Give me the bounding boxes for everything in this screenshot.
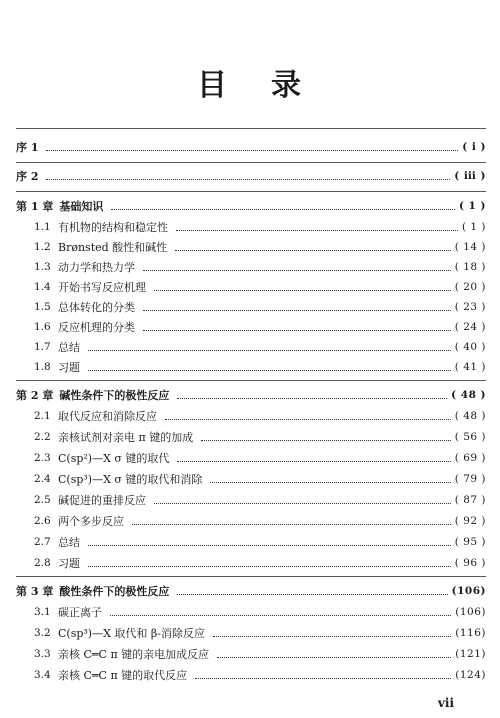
toc-entry-2-3[interactable] bbox=[34, 449, 486, 467]
leader-dots bbox=[143, 300, 451, 311]
entry-label: 亲核 C═C π 键的取代反应 bbox=[58, 669, 188, 682]
leader-dots bbox=[195, 668, 451, 679]
section-number: 2.6 bbox=[34, 515, 51, 527]
toc-entry-1-4[interactable] bbox=[34, 278, 486, 296]
entry-page: ( 23 ) bbox=[454, 301, 486, 313]
section-number: 1.5 bbox=[34, 301, 51, 313]
entry-page: (106) bbox=[451, 585, 486, 597]
entry-label: 反应机理的分类 bbox=[58, 321, 135, 334]
toc-entry-1-8[interactable] bbox=[34, 358, 486, 376]
leader-dots bbox=[143, 260, 451, 271]
section-number: 2.1 bbox=[34, 410, 51, 422]
section-number: 3.4 bbox=[34, 669, 51, 681]
toc-entry-3-2[interactable] bbox=[34, 624, 486, 642]
entry-label: 碱性条件下的极性反应 bbox=[59, 389, 170, 402]
entry-label: C(sp³)—X 取代和 β-消除反应 bbox=[58, 627, 205, 640]
toc-entry-1-3[interactable] bbox=[34, 258, 486, 276]
entry-label: 总结 bbox=[58, 341, 80, 354]
section-number: 1.2 bbox=[34, 241, 51, 253]
leader-dots bbox=[177, 451, 450, 462]
section-number: 1.3 bbox=[34, 261, 51, 273]
entry-page: ( ⅲ ) bbox=[454, 170, 486, 182]
entry-label: 开始书写反应机理 bbox=[58, 281, 146, 294]
page-number: vii bbox=[437, 696, 454, 710]
entry-page: ( 18 ) bbox=[454, 261, 486, 273]
leader-dots bbox=[88, 535, 451, 546]
entry-label: 取代反应和消除反应 bbox=[58, 410, 157, 423]
entry-page: (121) bbox=[455, 648, 486, 660]
toc-entry-2-2[interactable] bbox=[34, 428, 486, 446]
section-number: 1.8 bbox=[34, 361, 51, 373]
toc-entry-3-4[interactable] bbox=[34, 666, 486, 684]
entry-label: Brønsted 酸性和碱性 bbox=[58, 241, 168, 254]
entry-page: ( 1 ) bbox=[461, 221, 486, 233]
toc-entry-3-1[interactable] bbox=[34, 603, 486, 621]
leader-dots bbox=[176, 220, 458, 231]
entry-page: ( 95 ) bbox=[454, 536, 486, 548]
leader-dots bbox=[213, 626, 451, 637]
entry-page: ( 69 ) bbox=[454, 452, 486, 464]
entry-label: 序 2 bbox=[16, 170, 39, 183]
entry-page: ( 79 ) bbox=[454, 473, 486, 485]
leader-dots bbox=[177, 388, 447, 399]
entry-label: 碳正离子 bbox=[58, 606, 102, 619]
title-char-2: 录 bbox=[271, 68, 303, 103]
entry-label: 亲核试剂对亲电 π 键的加成 bbox=[58, 431, 194, 444]
leader-dots bbox=[132, 514, 451, 525]
section-number: 2.2 bbox=[34, 431, 51, 443]
toc-entry-chapter-2[interactable] bbox=[16, 386, 486, 404]
entry-page: ( 20 ) bbox=[454, 281, 486, 293]
leader-dots bbox=[88, 340, 451, 351]
leader-dots bbox=[46, 169, 450, 180]
entry-page: (124) bbox=[455, 669, 486, 681]
entry-label: 习题 bbox=[58, 557, 80, 570]
section-number: 1.7 bbox=[34, 341, 51, 353]
toc-entry-chapter-1[interactable] bbox=[16, 197, 486, 215]
toc-entry-1-6[interactable] bbox=[34, 318, 486, 336]
leader-dots bbox=[217, 647, 451, 658]
entry-label: 酸性条件下的极性反应 bbox=[59, 585, 170, 598]
entry-label: 总结 bbox=[58, 536, 80, 549]
entry-page: ( ⅰ ) bbox=[462, 141, 486, 153]
leader-dots bbox=[201, 430, 451, 441]
section-number: 2.3 bbox=[34, 452, 51, 464]
entry-label: 基础知识 bbox=[59, 200, 104, 213]
leader-dots bbox=[210, 472, 450, 483]
toc-entry-1-5[interactable] bbox=[34, 298, 486, 316]
divider bbox=[16, 191, 486, 192]
section-number: 3.2 bbox=[34, 627, 51, 639]
leader-dots bbox=[110, 605, 451, 616]
entry-page: ( 96 ) bbox=[454, 557, 486, 569]
title-char-1: 目 bbox=[197, 68, 229, 103]
entry-page: ( 1 ) bbox=[458, 200, 486, 212]
entry-page: (116) bbox=[455, 627, 486, 639]
divider bbox=[16, 128, 486, 129]
leader-dots bbox=[165, 409, 451, 420]
entry-label: C(sp²)—X σ 键的取代 bbox=[58, 452, 170, 465]
toc-entry-preface-1[interactable] bbox=[16, 138, 486, 156]
divider bbox=[16, 380, 486, 381]
entry-page: ( 48 ) bbox=[451, 389, 486, 401]
section-number: 2.4 bbox=[34, 473, 51, 485]
section-number: 1.6 bbox=[34, 321, 51, 333]
leader-dots bbox=[175, 240, 451, 251]
leader-dots bbox=[88, 556, 451, 567]
divider bbox=[16, 576, 486, 577]
leader-dots bbox=[88, 360, 451, 371]
chapter-number: 第 3 章 bbox=[16, 585, 54, 598]
leader-dots bbox=[154, 493, 451, 504]
entry-page: ( 56 ) bbox=[454, 431, 486, 443]
entry-page: ( 40 ) bbox=[454, 341, 486, 353]
leader-dots bbox=[154, 280, 451, 291]
section-number: 2.8 bbox=[34, 557, 51, 569]
entry-page: ( 41 ) bbox=[454, 361, 486, 373]
entry-page: ( 92 ) bbox=[454, 515, 486, 527]
entry-label: 习题 bbox=[58, 361, 80, 374]
toc-entry-2-1[interactable] bbox=[34, 407, 486, 425]
leader-dots bbox=[111, 199, 455, 210]
toc-entry-2-7[interactable] bbox=[34, 533, 486, 551]
toc-entry-2-5[interactable] bbox=[34, 491, 486, 509]
entry-page: ( 48 ) bbox=[454, 410, 486, 422]
section-number: 3.1 bbox=[34, 606, 51, 618]
divider bbox=[16, 162, 486, 163]
entry-page: (106) bbox=[455, 606, 486, 618]
leader-dots bbox=[177, 584, 447, 595]
toc-entry-preface-2[interactable] bbox=[16, 167, 486, 185]
entry-page: ( 87 ) bbox=[454, 494, 486, 506]
entry-label: 动力学和热力学 bbox=[58, 261, 135, 274]
section-number: 3.3 bbox=[34, 648, 51, 660]
section-number: 1.4 bbox=[34, 281, 51, 293]
entry-label: 两个多步反应 bbox=[58, 515, 124, 528]
entry-label: 有机物的结构和稳定性 bbox=[58, 221, 168, 234]
toc-entry-2-6[interactable] bbox=[34, 512, 486, 530]
entry-label: 总体转化的分类 bbox=[58, 301, 135, 314]
entry-label: 序 1 bbox=[16, 141, 39, 154]
entry-label: 亲核 C═C π 键的亲电加成反应 bbox=[58, 648, 210, 661]
entry-label: C(sp³)—X σ 键的取代和消除 bbox=[58, 473, 203, 486]
section-number: 2.5 bbox=[34, 494, 51, 506]
entry-page: ( 14 ) bbox=[454, 241, 486, 253]
toc-entry-1-2[interactable] bbox=[34, 238, 486, 256]
entry-label: 碱促进的重排反应 bbox=[58, 494, 146, 507]
leader-dots bbox=[143, 320, 451, 331]
toc-entry-2-4[interactable] bbox=[34, 470, 486, 488]
entry-page: ( 24 ) bbox=[454, 321, 486, 333]
toc-entry-1-7[interactable] bbox=[34, 338, 486, 356]
leader-dots bbox=[46, 140, 458, 151]
section-number: 1.1 bbox=[34, 221, 51, 233]
chapter-number: 第 2 章 bbox=[16, 389, 54, 402]
page-title bbox=[0, 60, 500, 104]
section-number: 2.7 bbox=[34, 536, 51, 548]
toc-entry-2-8[interactable] bbox=[34, 554, 486, 572]
toc-entry-1-1[interactable] bbox=[34, 218, 486, 236]
toc-entry-3-3[interactable] bbox=[34, 645, 486, 663]
chapter-number: 第 1 章 bbox=[16, 200, 54, 213]
toc-entry-chapter-3[interactable] bbox=[16, 582, 486, 600]
